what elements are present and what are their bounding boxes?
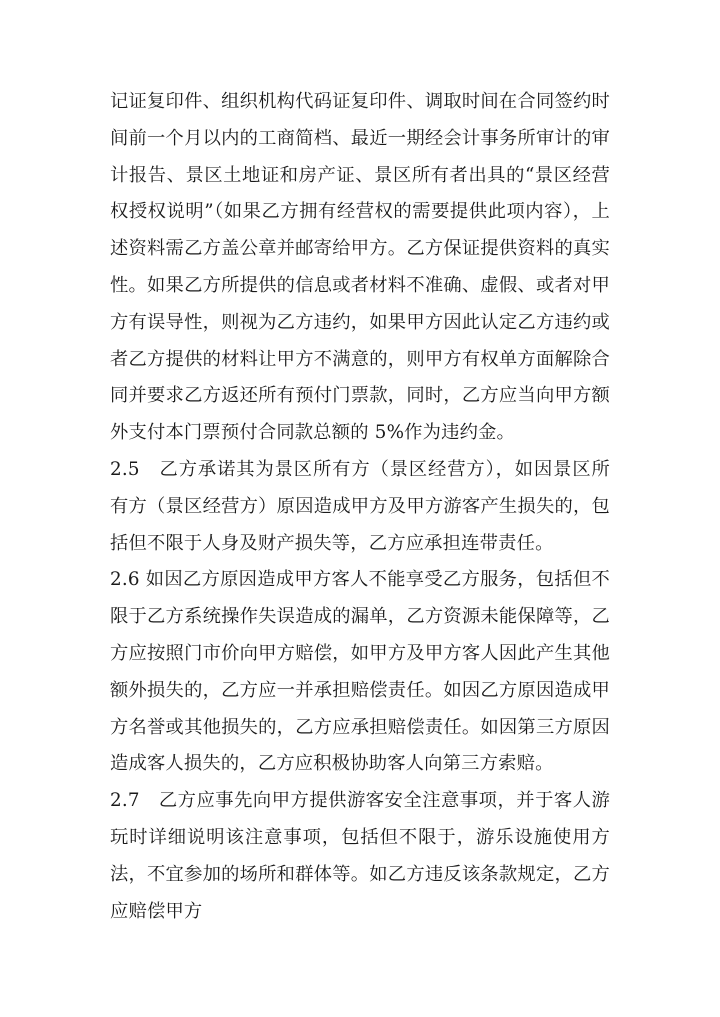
paragraph-materials-clause: 记证复印件、组织机构代码证复印件、调取时间在合同签约时间前一个月以内的工商简档、最近一期经会计事务所审计的审计报告、景区土地证和房产证、景区所有者出具的“景区经营权授权说明”（如果乙方拥有经营权的需要提供此项内容），上述资料需乙方盖公章并邮寄给甲方。乙方保证提供资料的真实性。如果乙方所提供的信息或者材料不准确、虚假、或者对甲方有误导性，则视为乙方违约，如果甲方因此认定乙方违约或者乙方提供的材料让甲方不满意的，则甲方有权单方面解除合同并要求乙方返还所有预付门票款，同时，乙方应当向甲方额外支付本门票预付合同款总额的 5%作为违约金。: [110, 91, 610, 444]
paragraph-clause-2-6: 2.6 如因乙方原因造成甲方客人不能享受乙方服务，包括但不限于乙方系统操作失误造成的漏单，乙方资源未能保障等，乙方应按照门市价向甲方赔偿，如甲方及甲方客人因此产生其他额外损失的，乙方应一并承担赔偿责任。如因乙方原因造成甲方名誉或其他损失的，乙方应承担赔偿责任。如因第三方原因造成客人损失的，乙方应积极协助客人向第三方索赔。: [110, 569, 610, 775]
paragraph-clause-2-5: 2.5 乙方承诺其为景区所有方（景区经营方），如因景区所有方（景区经营方）原因造成甲方及甲方游客产生损失的，包括但不限于人身及财产损失等，乙方应承担连带责任。: [110, 458, 610, 554]
document-page: [110, 84, 610, 930]
paragraph-clause-2-7: 2.7 乙方应事先向甲方提供游客安全注意事项，并于客人游玩时详细说明该注意事项，包括但不限于，游乐设施使用方法，不宜参加的场所和群体等。如乙方违反该条款规定，乙方应赔偿甲方: [110, 790, 610, 922]
